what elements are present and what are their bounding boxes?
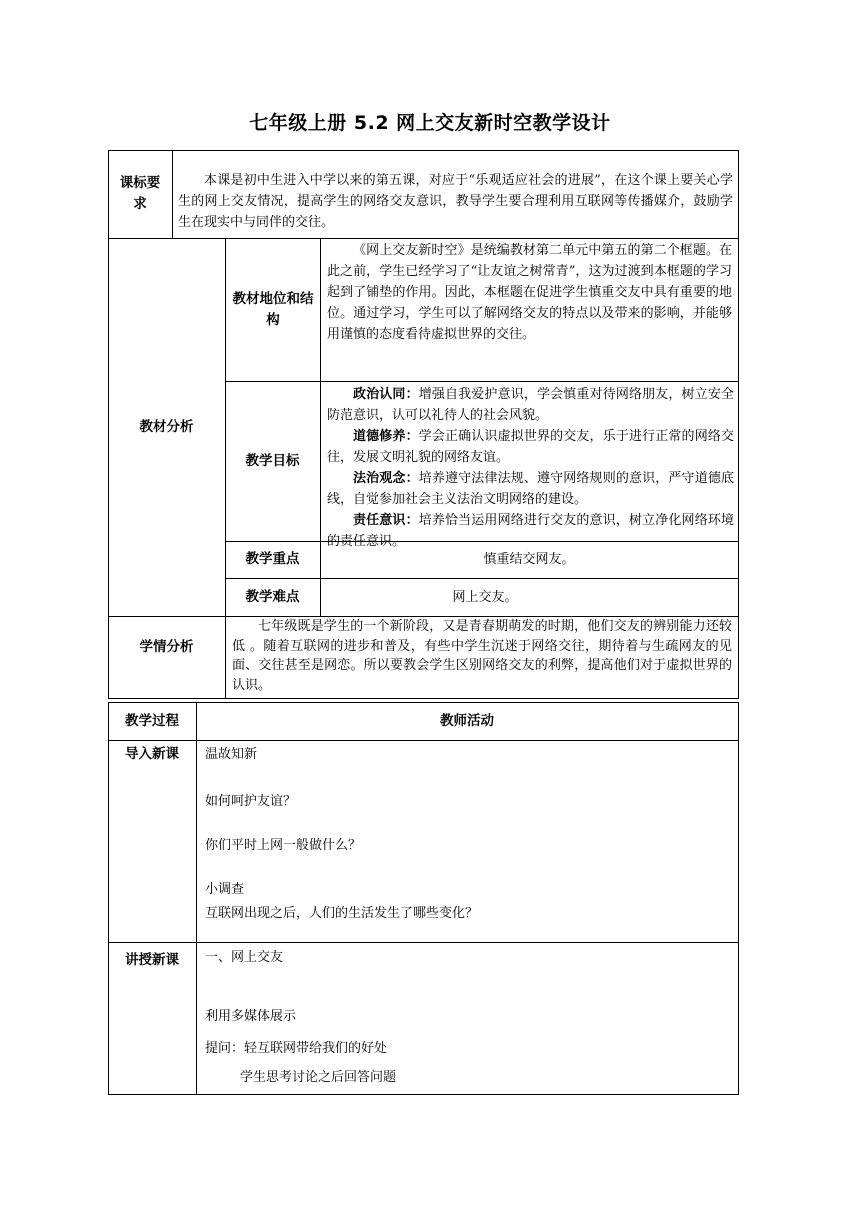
table-border: [196, 702, 197, 1095]
kebiao-text: 本课是初中生进入中学以来的第五课，对应于“乐观适应社会的进展”，在这个课上要关心学生的网上交友情况，提高学生的网络交友意识，教导学生要合理利用互联网等传播媒介，鼓励学生在现实中与同伴的交往。: [178, 173, 733, 230]
table-border: [108, 740, 738, 741]
lecture-line: 利用多媒体展示: [205, 1009, 297, 1024]
table-border: [172, 150, 173, 239]
goal-item: 责任意识：培养恰当运用网络进行交友的意识，树立净化网络环境的责任意识。: [327, 513, 734, 549]
position-text: 《网上交友新时空》是统编教材第二单元中第五的第二个框题。在此之前，学生已经学习了“让友谊之树常青”，这为过渡到本框题的学习起到了铺垫的作用。因此，本框题在促进学生慎重交友中具有重要的地位。通过学习，学生可以了解网络交友的特点以及带来的影响，并能够用谨慎的态度看待虚拟世界的交往。: [327, 243, 732, 342]
intro-line: 互联网出现之后，人们的生活发生了哪些变化？: [205, 906, 479, 921]
intro-line: 温故知新: [205, 747, 258, 762]
process-header-right: 教师活动: [440, 712, 494, 729]
focus-text: 慎重结交网友。: [483, 552, 575, 567]
table-border: [108, 942, 738, 943]
difficulty-label: 教学难点: [245, 588, 300, 605]
process-header-left: 教学过程: [125, 712, 179, 729]
goals-label: 教学目标: [245, 452, 300, 469]
table-border: [108, 150, 738, 151]
kebiao-label: 课标要求: [119, 175, 161, 212]
xueqing-text: 七年级既是学生的一个新阶段，又是青春期萌发的时期，他们交友的辨别能力还较低 。随着互联网的进步和普及，有些中学生沉迷于网络交往，期待着与生疏网友的见面、交往甚至是网恋。所以要教会学生区别网络交友的利弊，提高他们对于虚拟世界的认识。: [232, 619, 732, 693]
lecture-line: 学生思考讨论之后回答问题: [240, 1070, 397, 1085]
table-border: [108, 698, 738, 699]
lecture-line: 提问：轻互联网带给我们的好处: [205, 1041, 388, 1056]
goal-item: 道德修养：学会正确认识虚拟世界的交友，乐于进行正常的网络交往，发展文明礼貌的网络友谊。: [327, 429, 734, 465]
jiaocai-label: 教材分析: [139, 418, 194, 435]
position-label: 教材地位和结构: [232, 290, 314, 328]
goal-item: 法治观念：培养遵守法律法规、遵守网络规则的意识，严守道德底线，自觉参加社会主义法治文明网络的建设。: [327, 471, 734, 507]
page-title: 七年级上册 5.2 网上交友新时空教学设计: [249, 112, 611, 134]
xueqing-label: 学情分析: [139, 639, 194, 655]
focus-label: 教学重点: [245, 551, 300, 567]
goal-item: 政治认同：增强自我爱护意识，学会慎重对待网络朋友，树立安全防范意识，认可以礼待人的社会风貌。: [327, 387, 734, 423]
table-border: [108, 1094, 738, 1095]
intro-line: 如何呵护友谊？: [205, 794, 297, 809]
goals-text: [327, 384, 734, 552]
lecture-line: 一、网上交友: [205, 950, 284, 965]
table-border: [738, 150, 739, 699]
difficulty-text: 网上交友。: [452, 589, 518, 605]
table-border: [738, 702, 739, 1095]
intro-line: 小调查: [205, 882, 245, 897]
intro-line: 你们平时上网一般做什么？: [205, 838, 362, 853]
intro-label: 导入新课: [125, 746, 179, 762]
lecture-label: 讲授新课: [125, 952, 179, 968]
